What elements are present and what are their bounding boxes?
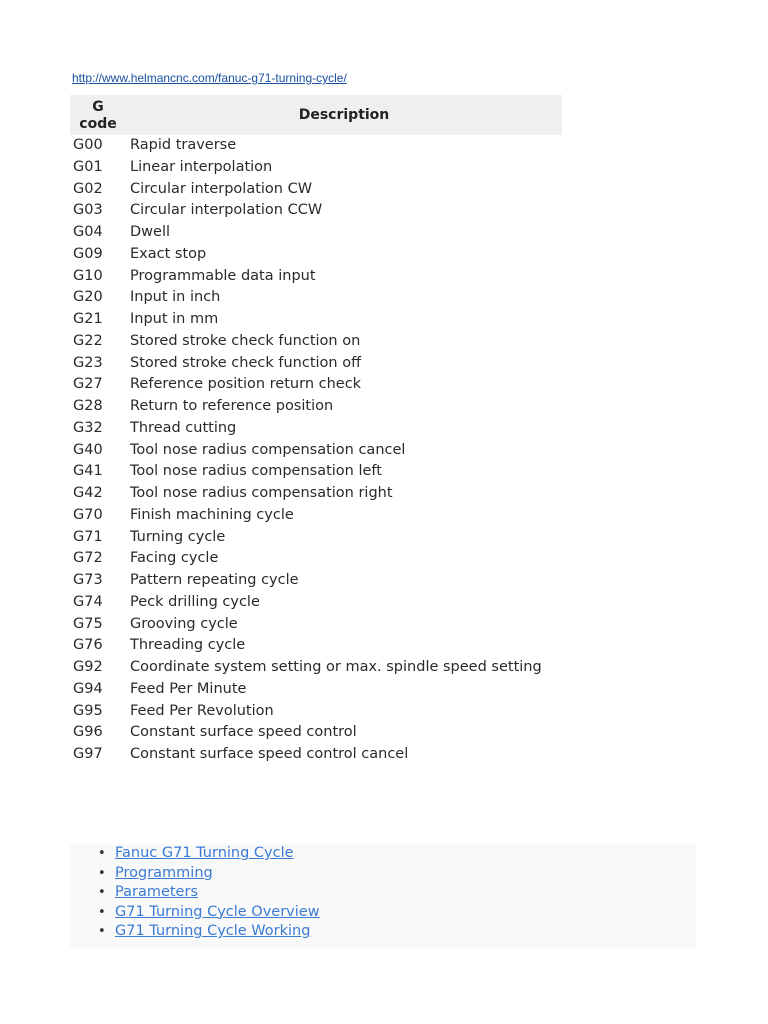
table-header <box>70 95 562 135</box>
gcode-cell: G95 <box>73 702 103 719</box>
table-row <box>70 396 562 418</box>
table-row <box>70 657 562 679</box>
table-row <box>70 570 562 592</box>
description-cell: Coordinate system setting or max. spindle speed setting <box>130 659 542 675</box>
gcode-cell: G01 <box>73 158 103 175</box>
table-row <box>70 309 562 331</box>
description-cell: Circular interpolation CW <box>130 180 313 197</box>
table-row <box>70 266 562 288</box>
description-cell: Threading cycle <box>130 637 246 654</box>
table-row <box>70 353 562 375</box>
gcode-cell: G23 <box>73 354 103 371</box>
table-row <box>70 461 562 483</box>
description-cell: Dwell <box>130 224 171 240</box>
description-cell: Stored stroke check function off <box>130 354 362 371</box>
gcode-cell: G96 <box>73 724 103 741</box>
gcode-cell: G72 <box>73 550 103 567</box>
bullet-icon: • <box>98 846 106 861</box>
gcode-cell: G09 <box>73 245 103 262</box>
description-cell: Circular interpolation CCW <box>130 202 323 219</box>
description-cell: Reference position return check <box>130 376 362 393</box>
gcode-cell: G20 <box>73 289 103 306</box>
gcode-cell: G00 <box>73 137 103 153</box>
description-cell: Stored stroke check function on <box>130 332 361 349</box>
bullet-icon: • <box>98 865 106 881</box>
gcode-cell: G73 <box>73 572 103 588</box>
table-row <box>70 331 562 353</box>
table-row <box>70 244 562 266</box>
gcode-cell: G22 <box>73 332 103 349</box>
description-cell: Grooving cycle <box>130 615 238 632</box>
table-row <box>70 635 562 657</box>
gcode-cell: G70 <box>73 506 103 523</box>
description-cell: Constant surface speed control cancel <box>130 746 409 762</box>
gcode-cell: G41 <box>73 463 103 480</box>
toc-link[interactable]: Programming <box>115 864 213 881</box>
gcode-cell: G10 <box>73 267 103 284</box>
source-link[interactable]: http://www.helmancnc.com/fanuc-g71-turning-cycle/ <box>72 71 347 85</box>
gcode-cell: G27 <box>73 376 103 393</box>
description-cell: Thread cutting <box>130 419 237 436</box>
column-header-code <box>70 95 126 135</box>
gcode-cell: G74 <box>73 593 103 610</box>
column-header-description: Description <box>298 106 390 123</box>
table-body <box>70 135 562 766</box>
gcode-cell: G75 <box>73 615 103 632</box>
description-cell: Tool nose radius compensation left <box>130 463 382 480</box>
gcode-cell: G42 <box>73 485 103 501</box>
table-row <box>70 374 562 396</box>
table-row <box>70 722 562 744</box>
table-row <box>70 200 562 222</box>
table-row <box>70 701 562 723</box>
toc-link[interactable]: Parameters <box>115 884 198 900</box>
gcode-cell: G92 <box>73 659 103 675</box>
toc-item <box>98 844 320 864</box>
gcode-cell: G04 <box>73 224 103 240</box>
gcode-table <box>70 95 562 766</box>
toc-link[interactable]: G71 Turning Cycle Overview <box>115 903 320 920</box>
gcode-cell: G02 <box>73 180 103 197</box>
table-row <box>70 679 562 701</box>
table-of-contents <box>70 844 696 948</box>
description-cell: Constant surface speed control <box>130 724 357 741</box>
description-cell: Facing cycle <box>130 550 219 567</box>
bullet-icon: • <box>98 885 106 900</box>
table-row <box>70 418 562 440</box>
table-row <box>70 222 562 244</box>
toc-item <box>98 883 320 903</box>
gcode-cell: G28 <box>73 398 103 414</box>
table-row <box>70 135 562 157</box>
description-cell: Turning cycle <box>130 528 226 545</box>
toc-item <box>98 903 320 923</box>
toc-link[interactable]: G71 Turning Cycle Working <box>115 923 311 939</box>
description-cell: Feed Per Minute <box>130 680 247 697</box>
description-cell: Input in mm <box>130 311 219 327</box>
table-row <box>70 527 562 549</box>
toc-link[interactable]: Fanuc G71 Turning Cycle <box>115 845 294 861</box>
table-row <box>70 548 562 570</box>
table-row <box>70 179 562 201</box>
gcode-cell: G94 <box>73 680 103 697</box>
description-cell: Linear interpolation <box>130 158 273 175</box>
header-row <box>70 95 562 135</box>
gcode-cell: G03 <box>73 202 103 219</box>
gcode-cell: G71 <box>73 528 103 545</box>
description-cell: Exact stop <box>130 245 207 262</box>
description-cell: Programmable data input <box>130 267 316 284</box>
table-row <box>70 614 562 636</box>
table-row <box>70 440 562 462</box>
bullet-icon: • <box>98 924 106 939</box>
table-row <box>70 157 562 179</box>
description-cell: Return to reference position <box>130 398 334 414</box>
gcode-cell: G32 <box>73 419 103 436</box>
table-row <box>70 287 562 309</box>
gcode-cell: G76 <box>73 637 103 654</box>
description-cell: Finish machining cycle <box>130 506 294 523</box>
toc-item <box>98 922 320 942</box>
description-cell: Rapid traverse <box>130 137 237 153</box>
table-row <box>70 744 562 766</box>
column-header-code-line1: G <box>92 99 104 115</box>
description-cell: Feed Per Revolution <box>130 702 274 719</box>
gcode-cell: G21 <box>73 311 103 327</box>
description-cell: Tool nose radius compensation right <box>130 485 393 501</box>
bullet-icon: • <box>98 904 106 920</box>
gcode-cell: G40 <box>73 441 103 458</box>
description-cell: Peck drilling cycle <box>130 593 260 610</box>
toc-item <box>98 864 320 884</box>
table-row <box>70 483 562 505</box>
table-row <box>70 505 562 527</box>
description-cell: Input in inch <box>130 289 221 306</box>
gcode-cell: G97 <box>73 746 103 762</box>
column-header-code-line2: code <box>79 116 117 132</box>
table-row <box>70 592 562 614</box>
description-cell: Pattern repeating cycle <box>130 572 299 588</box>
description-cell: Tool nose radius compensation cancel <box>130 441 406 458</box>
toc-list <box>98 844 320 942</box>
